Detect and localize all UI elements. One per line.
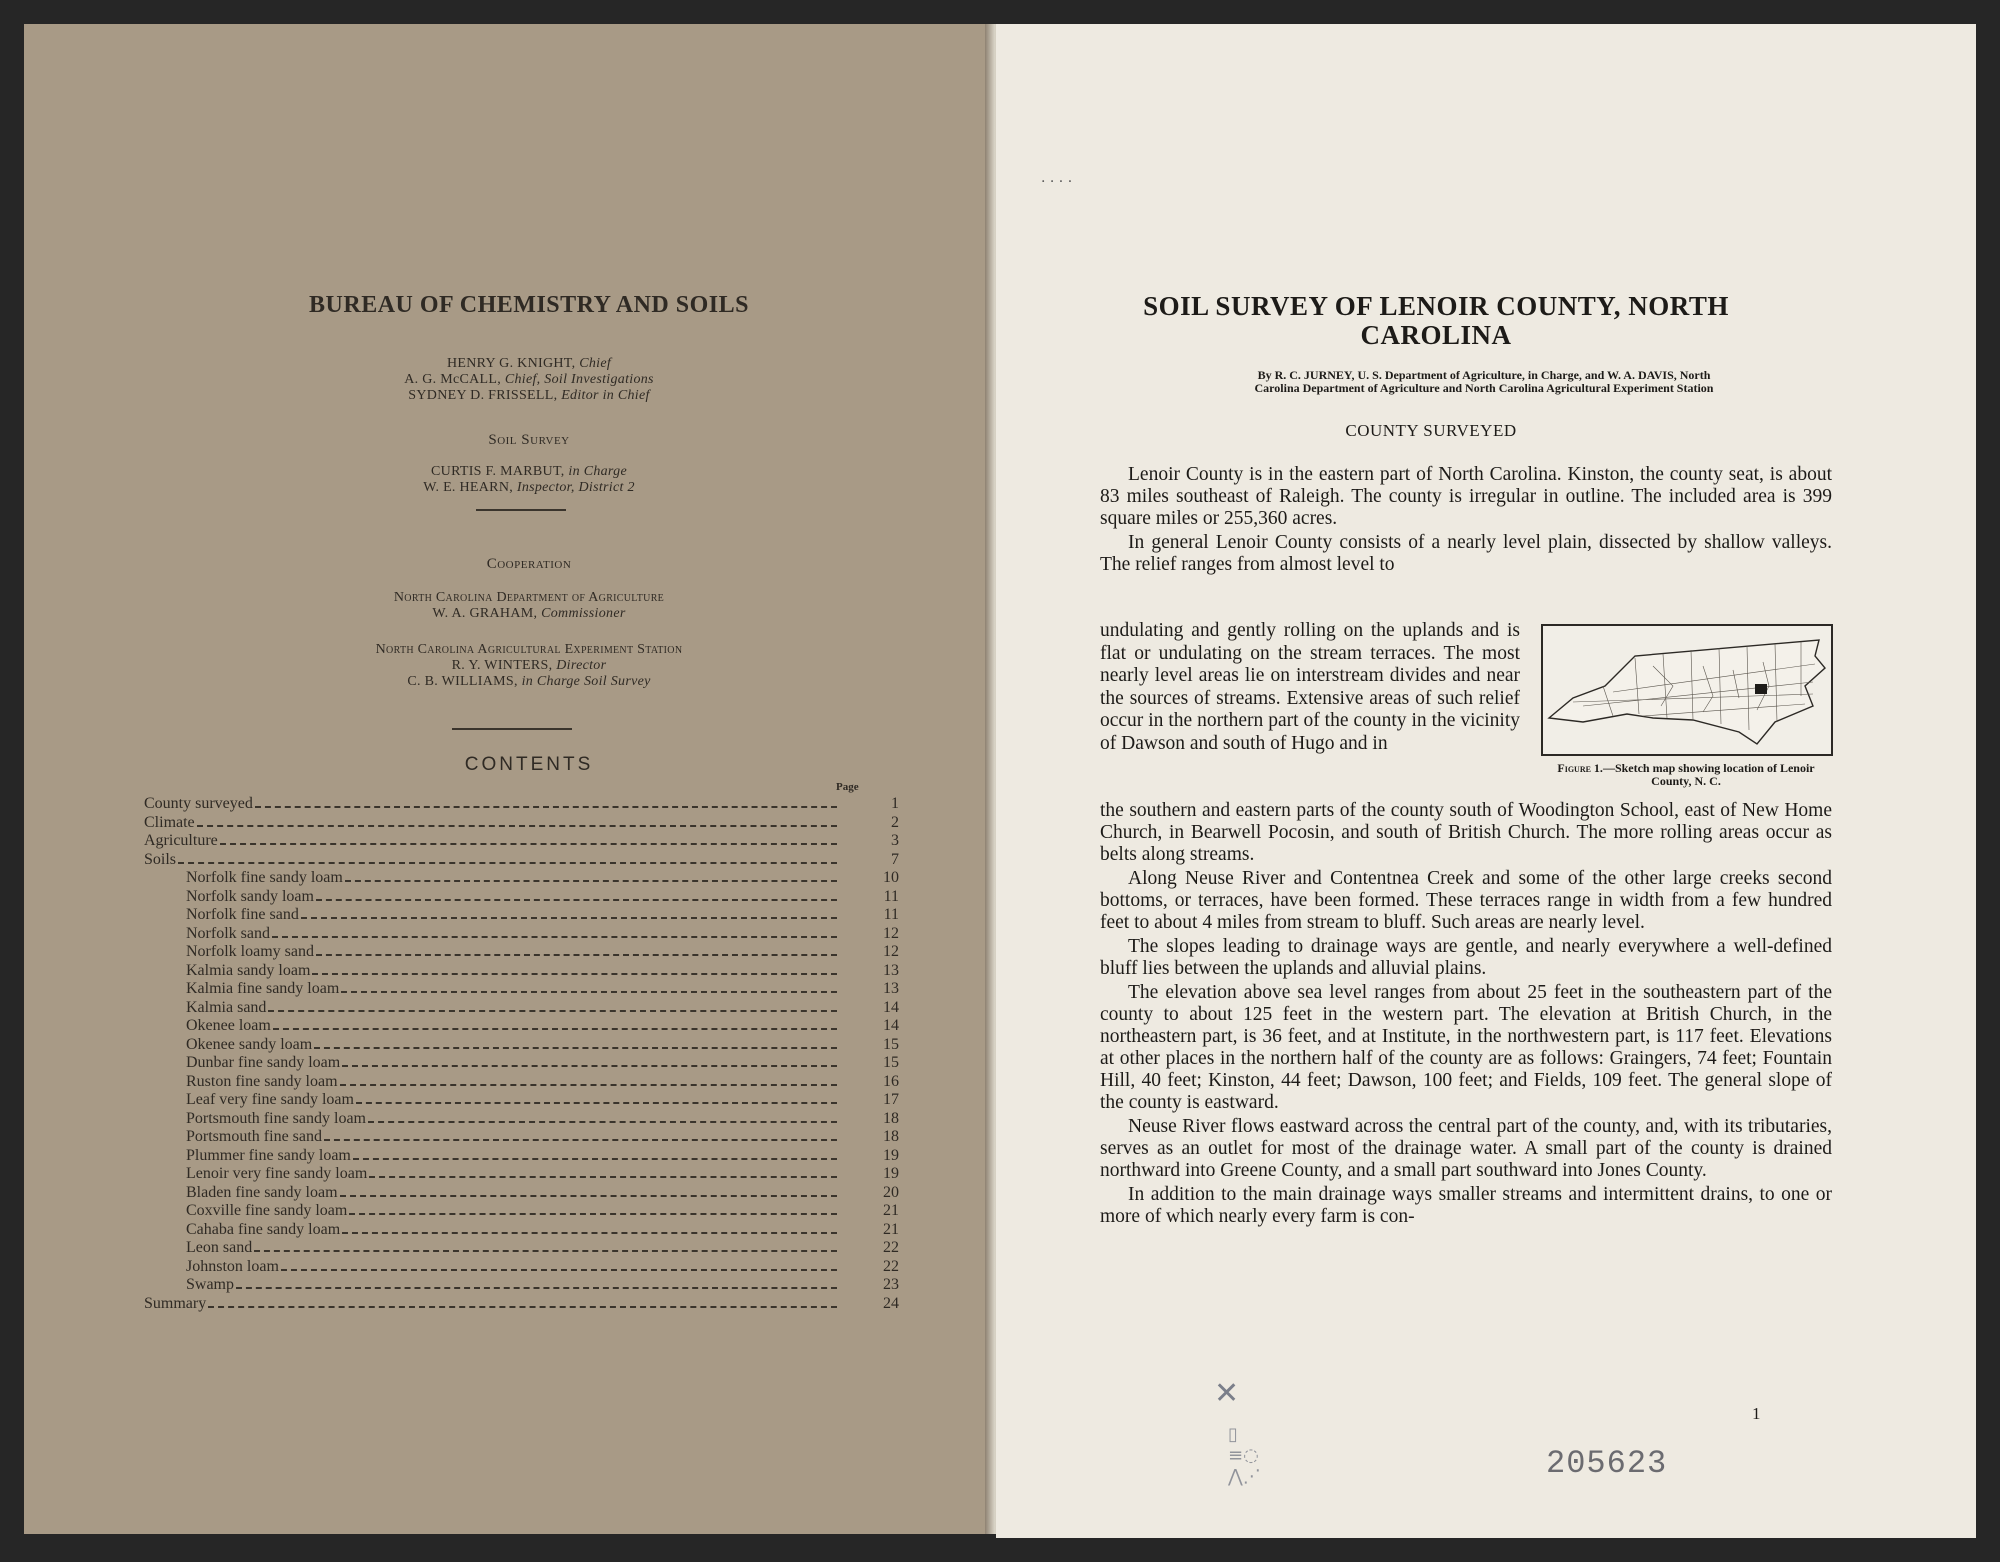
spine-mark: · · · · [1041, 174, 1073, 190]
toc-label: Norfolk sand [186, 924, 270, 942]
official-0: HENRY G. KNIGHT, Chief [446, 356, 612, 371]
officials-list [234, 356, 824, 404]
toc-label: Climate [144, 813, 195, 831]
toc-label: Norfolk fine sand [186, 906, 299, 923]
station-staff-0: R. Y. WINTERS, Director [451, 658, 607, 673]
handwritten-annotation: ▯ ≡◌ ⋀⋰ [1228, 1424, 1261, 1487]
dept-name: North Carolina Department of Agriculture [393, 590, 665, 605]
toc-row [144, 1184, 899, 1203]
toc-page: 24 [883, 1294, 899, 1312]
toc-leader [178, 862, 837, 864]
byline [1104, 369, 1864, 395]
toc-page: 22 [883, 1239, 899, 1256]
toc-label: Okenee loam [186, 1017, 271, 1034]
contents-title: CONTENTS [464, 754, 594, 775]
state-outline [1549, 640, 1825, 744]
toc-label: Norfolk fine sandy loam [186, 869, 343, 886]
body-wrap-column [1100, 620, 1520, 755]
toc-leader [324, 1139, 837, 1141]
toc-row [144, 1054, 899, 1073]
dept-head: W. A. GRAHAM, Commissioner [432, 606, 626, 621]
paragraph-2-start: In general Lenoir County consists of a nearly level plain, dissected by shallow valleys. The relief ranges from almost level to [1100, 532, 1832, 575]
toc-page: 16 [883, 1072, 899, 1090]
toc-label: Agriculture [144, 832, 218, 849]
toc-row [144, 943, 899, 962]
toc-leader [272, 936, 837, 938]
official-1: A. G. McCALL, Chief, Soil Investigations [404, 372, 654, 387]
toc-page: 11 [883, 887, 899, 905]
toc-leader [316, 899, 837, 901]
toc-row [144, 1276, 899, 1295]
toc-label: Dunbar fine sandy loam [186, 1054, 341, 1071]
page-number: 1 [1752, 1404, 1761, 1423]
byline-line-2: Carolina Department of Agriculture and North Carolina Agricultural Experiment Station [1254, 381, 1714, 395]
toc-leader [255, 806, 837, 808]
toc-leader [281, 1269, 837, 1271]
toc-label: Soils [144, 850, 177, 868]
toc-leader [197, 825, 837, 827]
accession-stamp: 205623 [1546, 1445, 1668, 1482]
divider-rule [476, 509, 566, 511]
toc-page: 23 [883, 1276, 899, 1293]
byline-line-1: By R. C. JURNEY, U. S. Department of Agriculture, in Charge, and W. A. DAVIS, North [1257, 368, 1711, 382]
toc-page: 18 [883, 1109, 899, 1127]
figure-1-map [1541, 624, 1833, 756]
toc-leader [273, 1028, 837, 1030]
toc-label: County surveyed [144, 795, 253, 812]
toc-page: 17 [883, 1091, 899, 1108]
toc-leader [342, 1232, 837, 1234]
toc-page: 12 [883, 924, 899, 942]
toc-label: Leaf very fine sandy loam [186, 1091, 354, 1108]
paragraph-4: The slopes leading to drainage ways are gentle, and nearly everywhere a well-defined bluff lies between the uplands and alluvial plains. [1100, 936, 1832, 979]
toc-row [144, 1091, 899, 1110]
toc-page: 14 [883, 998, 899, 1016]
toc-page: 13 [883, 961, 899, 979]
toc-leader [353, 1158, 837, 1160]
toc-leader [356, 1102, 837, 1104]
toc-leader [254, 1250, 837, 1252]
paragraph-2-rest: the southern and eastern parts of the county south of Woodington School, east of New Home Church, in Bearwell Pocosin, and south of British Church. The more rolling areas occur as belts along streams. [1100, 800, 1832, 865]
toc-leader [340, 1084, 837, 1086]
table-of-contents [144, 795, 899, 1313]
toc-row [144, 1202, 899, 1221]
station-block [234, 642, 824, 690]
toc-row [144, 906, 899, 925]
toc-page: 3 [891, 832, 899, 849]
paragraph-5: The elevation above sea level ranges from about 25 feet in the southeastern part of the county to about 125 feet in the western part. The elevation at British Church, in the northeastern part, is 36 feet, and at Institute, in the northwestern part, is 117 feet. Elevations at other places in the northern half of the county are as follows: Graingers, 74 feet; Fountain Hill, 40 feet; Kinston, 44 feet; Dawson, 100 feet; and Fields, 109 feet. The general slope of the county is eastward. [1100, 982, 1832, 1113]
toc-leader [349, 1213, 837, 1215]
toc-row [144, 1239, 899, 1258]
paragraph-7: In addition to the main drainage ways smaller streams and intermittent drains, to one or more of which nearly every farm is con- [1100, 1184, 1832, 1227]
toc-leader [341, 991, 837, 993]
toc-page: 21 [883, 1202, 899, 1219]
lenoir-county-highlight [1755, 684, 1767, 694]
toc-row [144, 1147, 899, 1166]
toc-row [144, 1295, 899, 1314]
toc-row [144, 1017, 899, 1036]
toc-row [144, 925, 899, 944]
toc-label: Portsmouth fine sand [186, 1128, 322, 1145]
dept-block [234, 590, 824, 622]
figure-1-caption [1536, 762, 1836, 788]
station-staff-1: C. B. WILLIAMS, in Charge Soil Survey [407, 674, 651, 689]
paragraph-2-wrap: undulating and gently rolling on the uplands and is flat or undulating on the stream terraces. The most nearly level areas lie on interstream divides and near the sources of streams. Extensive areas of such relief occur in the northern part of the county in the vicinity of Dawson and south of Hugo and in [1100, 620, 1520, 754]
toc-page: 20 [883, 1183, 899, 1201]
toc-leader [236, 1287, 837, 1289]
toc-page: 1 [891, 795, 899, 812]
toc-row [144, 980, 899, 999]
toc-label: Cahaba fine sandy loam [186, 1220, 341, 1238]
toc-row [144, 851, 899, 870]
survey-staff-0: CURTIS F. MARBUT, in Charge [431, 464, 627, 479]
toc-page: 15 [883, 1035, 899, 1053]
toc-page: 18 [883, 1128, 899, 1145]
title-line-1: SOIL SURVEY OF LENOIR COUNTY, NORTH [1143, 291, 1729, 321]
toc-row [144, 795, 899, 814]
toc-page: 10 [883, 869, 899, 886]
toc-label: Bladen fine sandy loam [186, 1183, 338, 1201]
toc-label: Kalmia sandy loam [186, 961, 311, 979]
toc-row [144, 1258, 899, 1277]
toc-page: 12 [883, 943, 899, 960]
toc-page: 19 [883, 1165, 899, 1182]
title-line-2: CAROLINA [1360, 320, 1512, 350]
toc-row [144, 814, 899, 833]
paragraph-3: Along Neuse River and Contentnea Creek and some of the other large creeks second bottoms, or terraces, have been formed. These terraces range in width from a few hundred feet to about 4 miles from stream to bluff. Such areas are nearly level. [1100, 868, 1832, 933]
toc-leader [208, 1306, 837, 1308]
toc-page: 2 [891, 813, 899, 831]
figure-caption-text: —Sketch map showing location of Lenoir County, N. C. [1602, 761, 1815, 788]
toc-row [144, 1165, 899, 1184]
toc-row [144, 832, 899, 851]
toc-row [144, 1073, 899, 1092]
toc-leader [345, 880, 837, 882]
toc-label: Lenoir very fine sandy loam [186, 1165, 368, 1182]
toc-leader [268, 1010, 837, 1012]
article-title [1116, 292, 1756, 350]
toc-label: Kalmia fine sandy loam [186, 980, 340, 997]
toc-row [144, 1110, 899, 1129]
toc-label: Leon sand [186, 1239, 253, 1256]
toc-label: Johnston loam [186, 1257, 279, 1275]
left-page-cover-inside [24, 24, 992, 1534]
survey-staff-list [234, 464, 824, 496]
toc-label: Summary [144, 1294, 207, 1312]
section-heading: COUNTY SURVEYED [1345, 421, 1517, 440]
survey-staff-1: W. E. HEARN, Inspector, District 2 [423, 480, 635, 495]
toc-leader [220, 843, 837, 845]
toc-page: 15 [883, 1054, 899, 1071]
toc-row [144, 1221, 899, 1240]
toc-leader [301, 917, 837, 919]
body-bottom [1100, 800, 1832, 1228]
toc-label: Okenee sandy loam [186, 1035, 313, 1053]
soil-survey-heading: Soil Survey [488, 432, 570, 448]
right-page-text [996, 24, 1976, 1538]
toc-label: Plummer fine sandy loam [186, 1146, 351, 1164]
body-top [1100, 464, 1832, 576]
toc-row [144, 1036, 899, 1055]
toc-leader [340, 1195, 837, 1197]
station-name: North Carolina Agricultural Experiment Station [375, 642, 683, 657]
toc-label: Coxville fine sandy loam [186, 1202, 348, 1219]
toc-label: Ruston fine sandy loam [186, 1072, 338, 1090]
handwritten-cross-mark: ✕ [1214, 1376, 1240, 1411]
bureau-title: BUREAU OF CHEMISTRY AND SOILS [309, 292, 749, 318]
toc-row [144, 962, 899, 981]
toc-page: 13 [883, 980, 899, 997]
figure-label: Figure 1. [1557, 761, 1603, 775]
toc-label: Portsmouth fine sandy loam [186, 1109, 366, 1127]
toc-page: 21 [883, 1220, 899, 1238]
toc-row [144, 869, 899, 888]
toc-page: 22 [883, 1257, 899, 1275]
toc-page: 11 [883, 906, 899, 923]
toc-page: 19 [883, 1146, 899, 1164]
divider-rule-2 [452, 728, 572, 730]
toc-leader [314, 1047, 837, 1049]
toc-leader [342, 1065, 837, 1067]
toc-label: Kalmia sand [186, 998, 267, 1016]
north-carolina-map-icon [1543, 626, 1831, 754]
paragraph-6: Neuse River flows eastward across the central part of the county, and, with its tributaries, serves as an outlet for most of the drainage water. A small part of the county is drained northward into Greene County, and a small part southward into Jones County. [1100, 1116, 1832, 1181]
toc-leader [369, 1176, 837, 1178]
toc-row [144, 1128, 899, 1147]
toc-leader [316, 954, 837, 956]
toc-page: 7 [891, 850, 899, 868]
paragraph-1: Lenoir County is in the eastern part of North Carolina. Kinston, the county seat, is about 83 miles southeast of Raleigh. The county is irregular in outline. The included area is 399 square miles or 255,360 acres. [1100, 464, 1832, 529]
toc-label: Norfolk loamy sand [186, 943, 314, 960]
toc-page: 14 [883, 1017, 899, 1034]
toc-row [144, 999, 899, 1018]
page-column-header: Page [836, 781, 859, 793]
toc-leader [312, 973, 837, 975]
toc-label: Norfolk sandy loam [186, 887, 314, 905]
official-2: SYDNEY D. FRISSELL, Editor in Chief [408, 388, 650, 403]
cooperation-heading: Cooperation [486, 556, 572, 572]
toc-label: Swamp [186, 1276, 234, 1293]
toc-row [144, 888, 899, 907]
toc-leader [368, 1121, 837, 1123]
